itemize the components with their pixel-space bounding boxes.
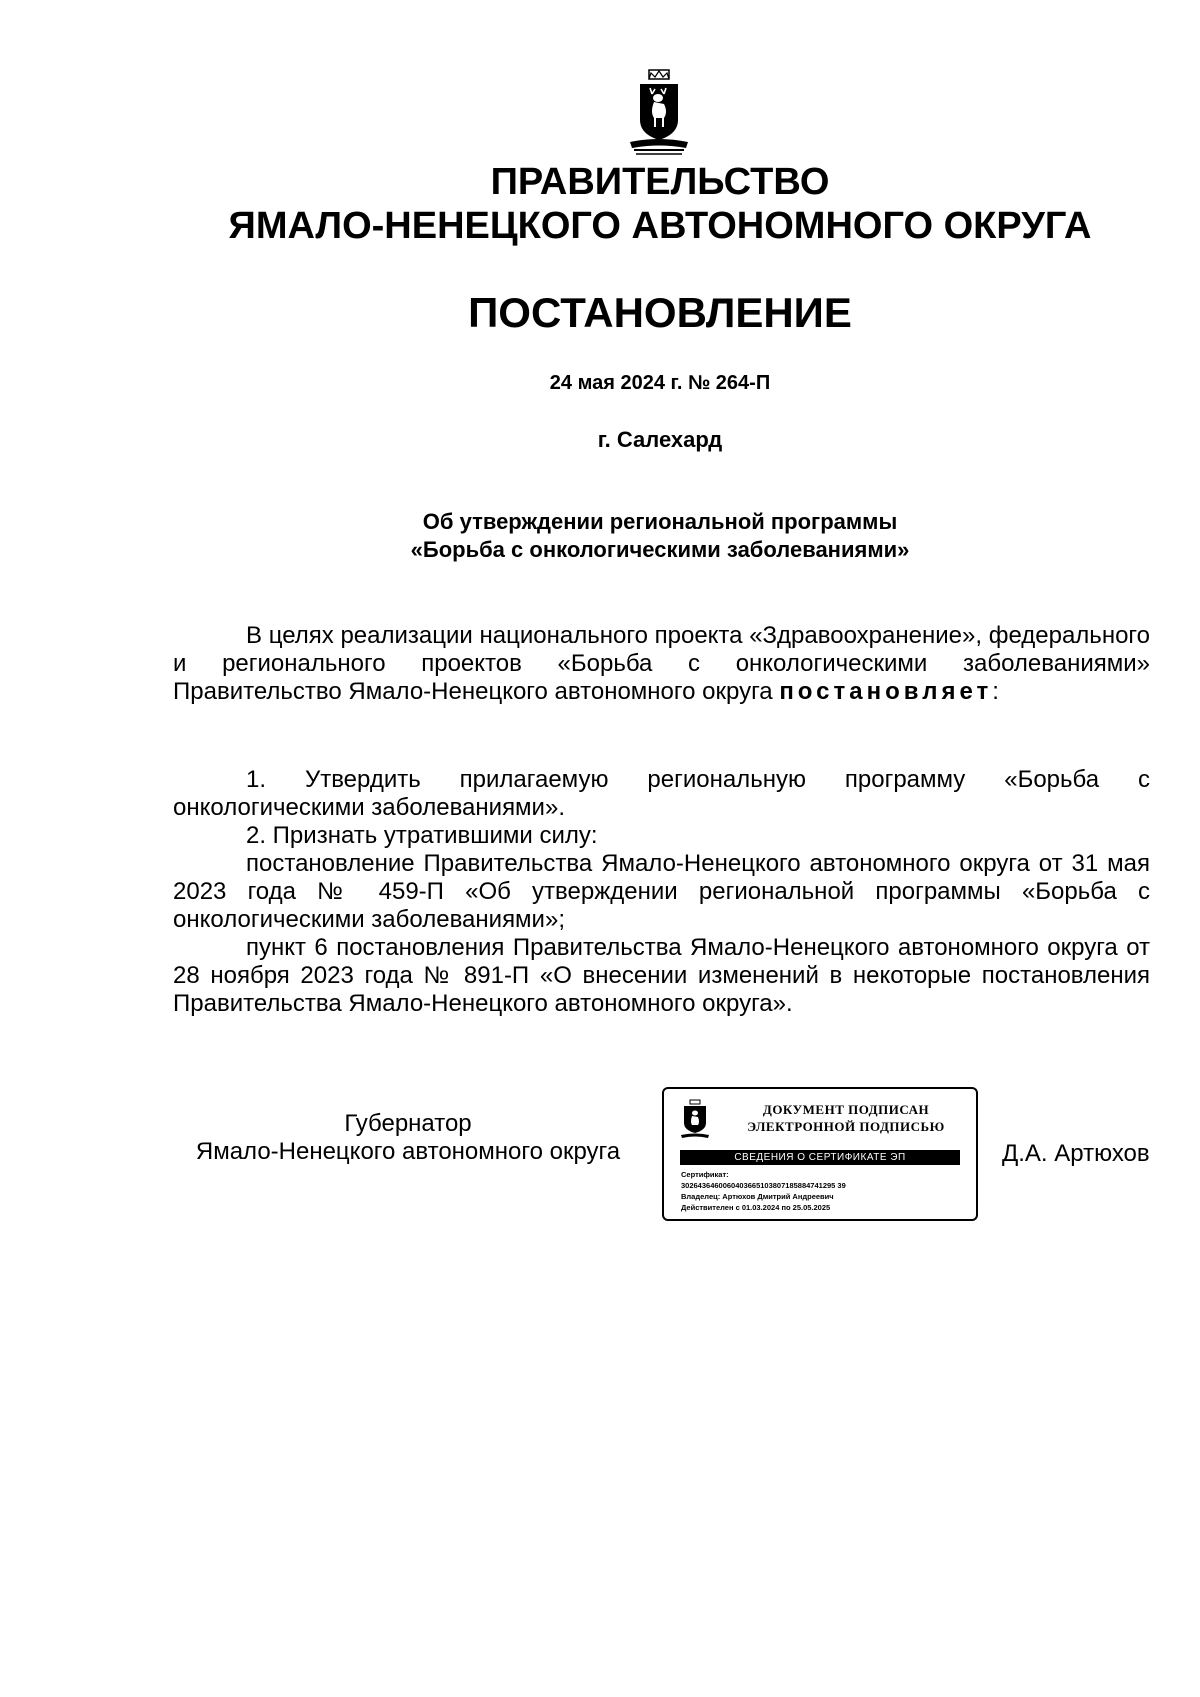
preamble-verb: постановляет xyxy=(779,678,993,705)
signatory-title-line1: Губернатор xyxy=(344,1110,472,1137)
certificate-info-bar: СВЕДЕНИЯ О СЕРТИФИКАТЕ ЭП xyxy=(680,1150,960,1165)
document-type: ПОСТАНОВЛЕНИЕ xyxy=(468,289,852,336)
preamble-text: В целях реализации национального проекта «Здравоохранение», федерального и регионального проектов «Борьба с онкологическими заболеваниями» Правительство Ямало-Ненецкого автономного округа xyxy=(173,622,1150,705)
coat-of-arms-icon xyxy=(678,1099,712,1141)
certificate-owner: Владелец: Артюхов Дмитрий Андреевич xyxy=(681,1192,834,1201)
stamp-title-line1: ДОКУМЕНТ ПОДПИСАН xyxy=(762,1102,930,1117)
certificate-details xyxy=(681,1169,971,1213)
government-name-line1: ПРАВИТЕЛЬСТВО xyxy=(490,161,830,203)
resolution-items xyxy=(173,766,1150,1018)
government-name-line2: ЯМАЛО-НЕНЕЦКОГО АВТОНОМНОГО ОКРУГА xyxy=(228,205,1092,247)
preamble xyxy=(173,622,1150,706)
electronic-signature-stamp xyxy=(662,1087,978,1221)
preamble-colon: : xyxy=(992,678,999,705)
item-1: 1. Утвердить прилагаемую региональную программу «Борьба с онкологическими заболеваниями». xyxy=(173,766,1150,821)
certificate-number: 3026436460060403665103807185884741295 39 xyxy=(681,1181,846,1190)
subject-line2: «Борьба с онкологическими заболеваниями» xyxy=(410,537,910,562)
signatory-title-line2: Ямало-Ненецкого автономного округа xyxy=(195,1138,621,1165)
city: г. Салехард xyxy=(597,427,723,452)
certificate-validity: Действителен с 01.03.2024 по 25.05.2025 xyxy=(681,1203,831,1212)
signatory-name: Д.А. Артюхов xyxy=(1002,1140,1150,1167)
item-2: 2. Признать утратившими силу: xyxy=(246,822,598,849)
subject-line1: Об утверждении региональной программы xyxy=(422,509,898,534)
coat-of-arms-icon xyxy=(620,68,698,156)
certificate-label: Сертификат: xyxy=(681,1170,729,1179)
document-subject xyxy=(0,508,1200,564)
item-2a: постановление Правительства Ямало-Ненецкого автономного округа от 31 мая 2023 года № 459-П «Об утверждении региональной программы «Борьба с онкологическими заболеваниями»; xyxy=(173,850,1150,933)
stamp-title-line2: ЭЛЕКТРОННОЙ ПОДПИСЬЮ xyxy=(747,1119,945,1134)
signatory-title xyxy=(173,1110,643,1166)
item-2b: пункт 6 постановления Правительства Ямало-Ненецкого автономного округа от 28 ноября 2023 года № 891-П «О внесении изменений в некоторые постановления Правительства Ямало-Ненецкого автономного округа». xyxy=(173,934,1150,1017)
stamp-title xyxy=(724,1101,968,1135)
date-and-number: 24 мая 2024 г. № 264-П xyxy=(549,372,771,394)
